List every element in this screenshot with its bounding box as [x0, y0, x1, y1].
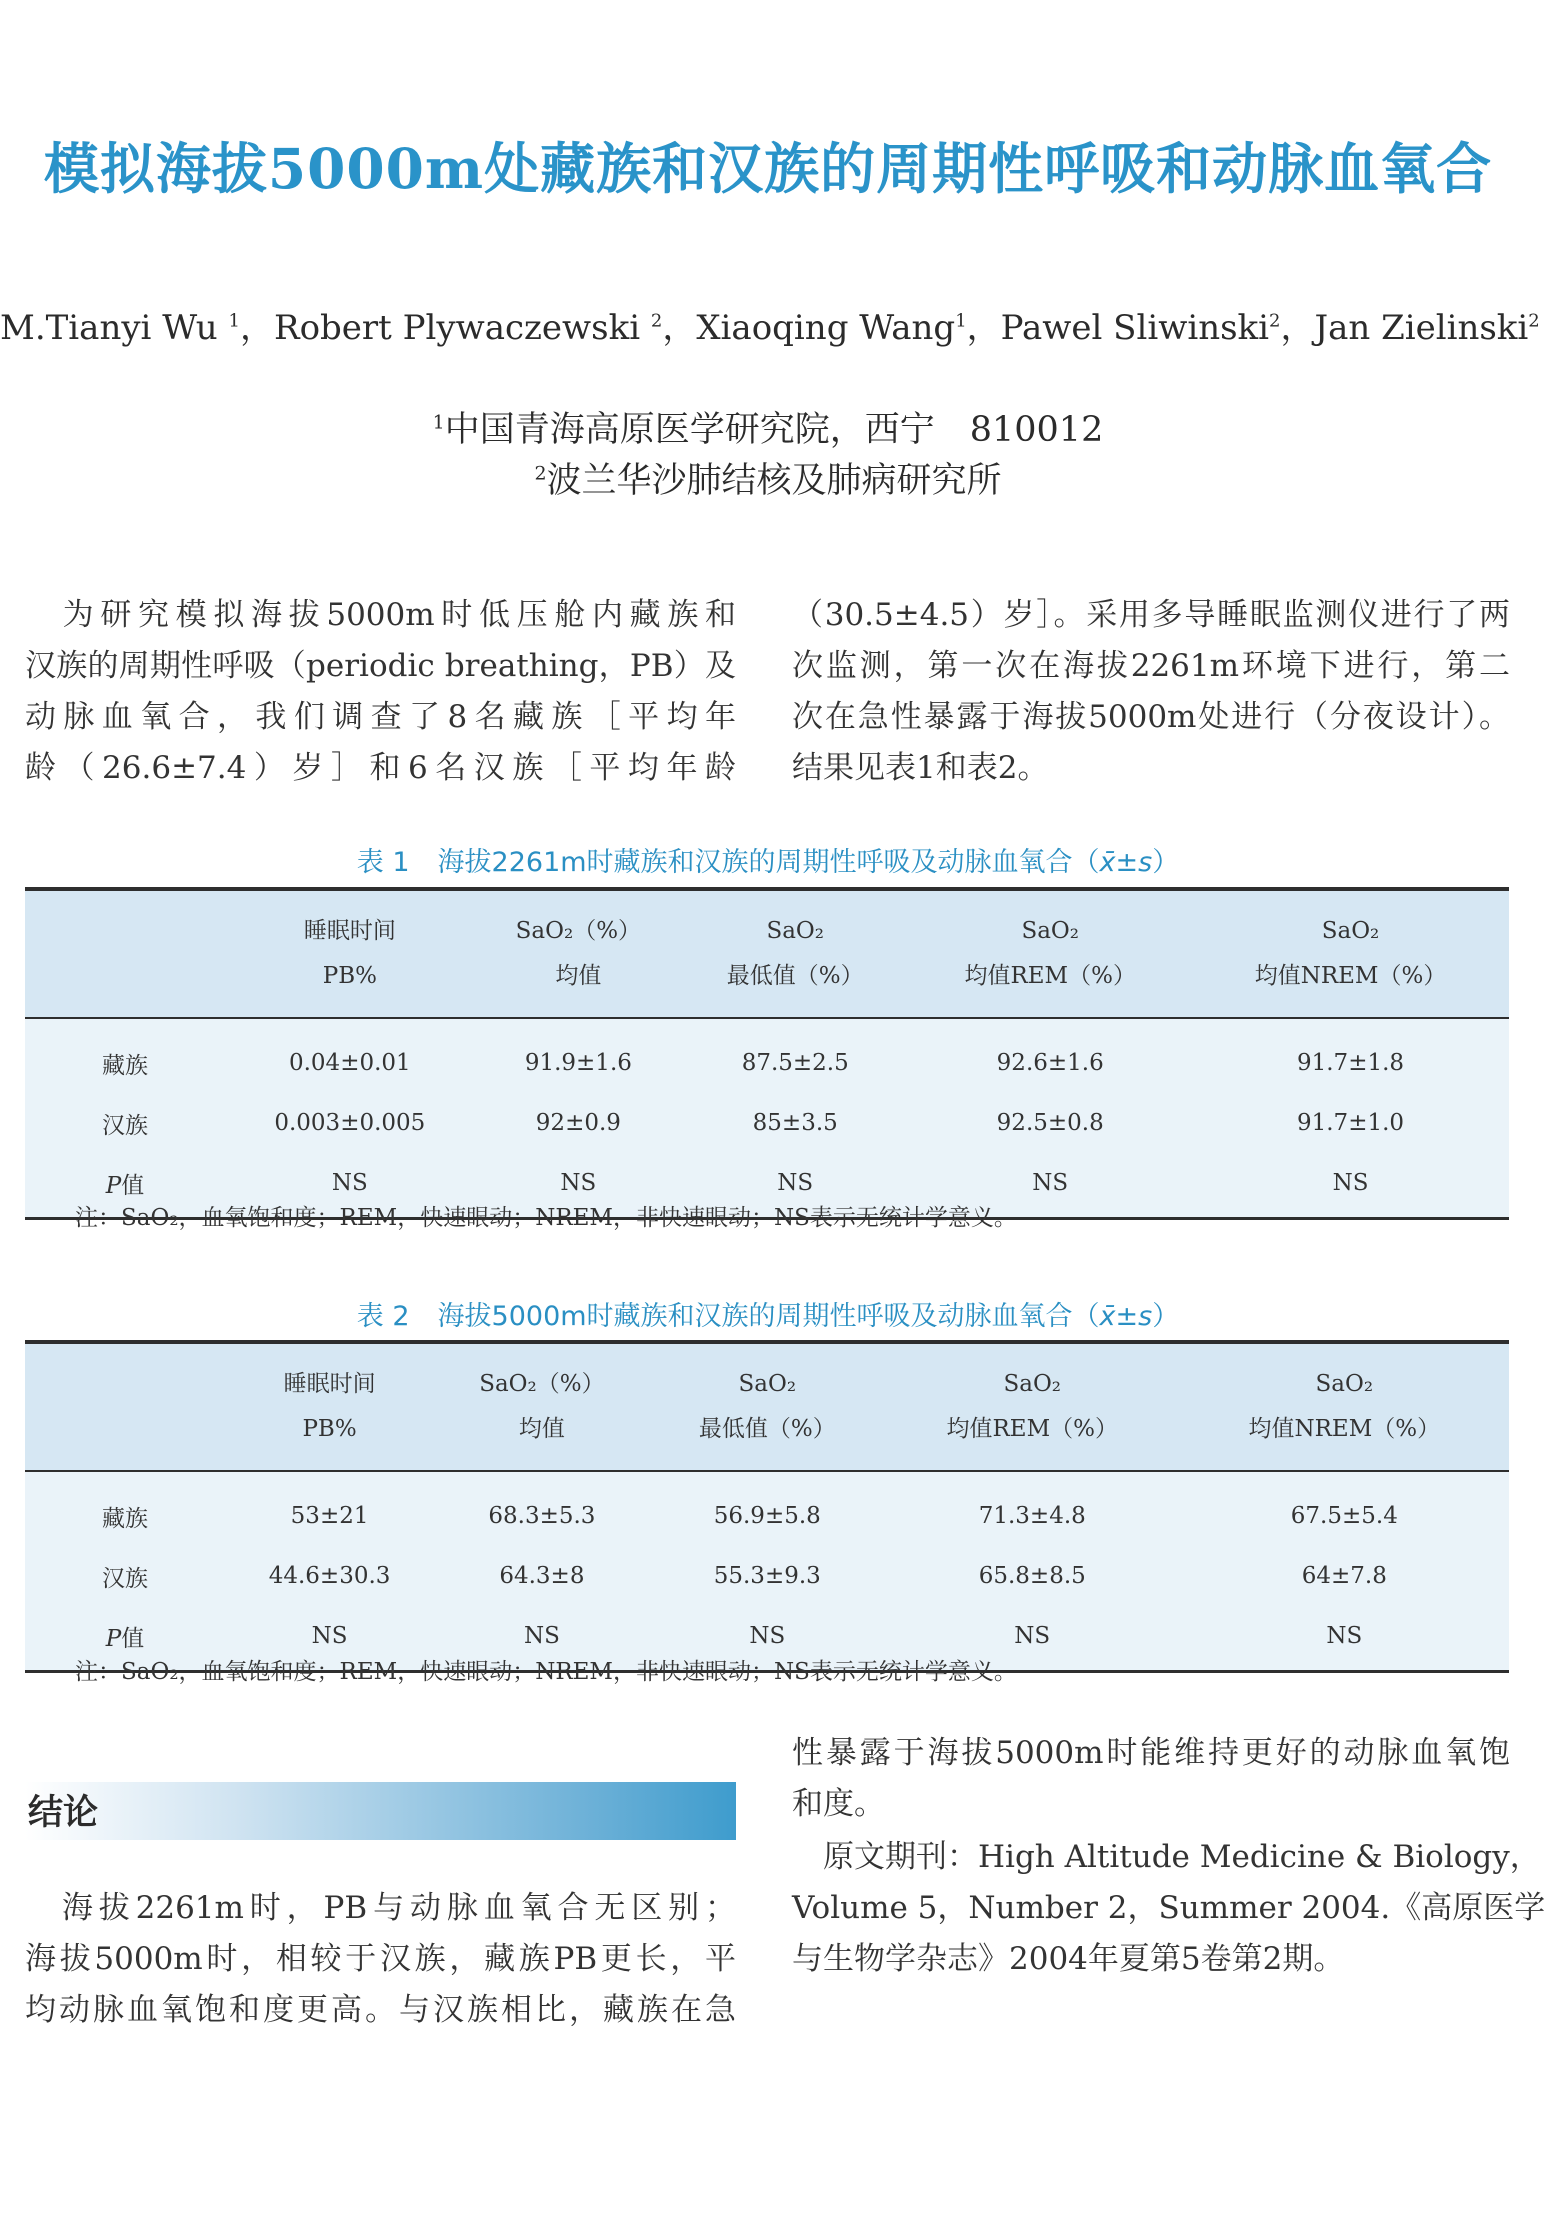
table1-cell: 0.003±0.005 — [274, 1110, 426, 1136]
author-name: Xiaoqing Wang — [696, 308, 956, 348]
table2-header-cell — [650, 1342, 885, 1471]
table2-header-line1: SaO₂（%） — [479, 1371, 605, 1397]
table1-header-cell — [682, 889, 908, 1018]
table1-cell: NS — [682, 1153, 908, 1219]
table2-header-line2: 均值 — [518, 1416, 565, 1442]
author-separator: ， — [239, 308, 274, 348]
table1-cell: NS — [225, 1153, 475, 1219]
author-separator: ， — [662, 308, 697, 348]
table2-header-line1: SaO₂ — [1315, 1371, 1374, 1397]
table1-caption-number: 表 1 — [356, 847, 410, 878]
table2-header-line2: PB% — [302, 1416, 357, 1442]
intro-right-line: 次监测，第一次在海拔2261m环境下进行，第二 — [792, 648, 1510, 684]
table1-cell: 85±3.5 — [752, 1110, 838, 1136]
table1-header-row — [25, 889, 1509, 1018]
table2-caption-number: 表 2 — [356, 1301, 410, 1332]
table2-header-line2: 均值REM（%） — [946, 1416, 1118, 1442]
table1-header-line1: SaO₂（%） — [515, 918, 642, 944]
author-affiliation-mark: 2 — [1528, 310, 1540, 332]
table1-cell: 91.9±1.6 — [524, 1050, 632, 1076]
table1-header-line2: PB% — [322, 963, 377, 989]
table1-caption-text: 海拔2261m时藏族和汉族的周期性呼吸及动脉血氧合（ — [437, 847, 1100, 878]
author-name: Robert Plywaczewski — [273, 308, 651, 348]
conclusion-right-line: 性暴露于海拔5000m时能维持更好的动脉血氧饱 — [792, 1735, 1510, 1771]
table2-cell: NS — [434, 1606, 650, 1672]
author-separator: ， — [966, 308, 1001, 348]
author-name: M.Tianyi Wu — [0, 308, 229, 348]
author-affiliation-mark: 1 — [228, 310, 240, 332]
affiliation-2-text: 波兰华沙肺结核及肺病研究所 — [546, 461, 1002, 501]
table2-row-label: P值 — [25, 1606, 225, 1672]
table1-row — [25, 1093, 1509, 1153]
table2-row — [25, 1546, 1509, 1606]
table2-cell: 64.3±8 — [499, 1563, 585, 1589]
table1-header-line2: 最低值（%） — [726, 963, 864, 989]
table2-caption-stat: x̄±s — [1099, 1301, 1153, 1332]
conclusion-left-line: 海拔5000m时，相较于汉族，藏族PB更长，平 — [25, 1941, 736, 1977]
conclusion-left-line: 均动脉血氧饱和度更高。与汉族相比，藏族在急 — [25, 1992, 736, 2028]
intro-left-line: 动脉血氧合，我们调查了8名藏族［平均年 — [25, 699, 736, 735]
table2-header-line2: 最低值（%） — [698, 1416, 836, 1442]
table1-cell: 92.6±1.6 — [996, 1050, 1104, 1076]
intro-left-line: 汉族的周期性呼吸（periodic breathing，PB）及 — [25, 648, 736, 684]
intro-right-line: 次在急性暴露于海拔5000m处进行（分夜设计）。 — [792, 699, 1510, 735]
intro-paragraph-left — [25, 590, 736, 794]
table1-cell: 91.7±1.0 — [1296, 1110, 1405, 1136]
table1-cell: 87.5±2.5 — [741, 1050, 849, 1076]
intro-right-line: （30.5±4.5）岁］。采用多导睡眠监测仪进行了两 — [792, 597, 1510, 633]
table2-header-cell — [25, 1342, 225, 1471]
author-affiliation-mark: 2 — [650, 310, 663, 332]
conclusion-right-line: 和度。 — [792, 1786, 885, 1822]
table1-cell: NS — [1192, 1153, 1509, 1219]
affiliation-1-mark: 1 — [432, 411, 445, 434]
source-line: 与生物学杂志》2004年夏第5卷第2期。 — [792, 1941, 1345, 1977]
table1-header-line1: SaO₂ — [1021, 918, 1079, 944]
table1-header-line1: 睡眠时间 — [303, 918, 396, 944]
affiliation-2 — [0, 453, 1536, 503]
table1-cell: 92.5±0.8 — [996, 1110, 1104, 1136]
table2-cell: NS — [885, 1606, 1180, 1672]
affiliation-1 — [0, 402, 1536, 452]
table1-header-line1: SaO₂ — [1321, 918, 1380, 944]
author-separator: ， — [1280, 308, 1315, 348]
table2-cell: 68.3±5.3 — [488, 1503, 596, 1529]
intro-left-line: 为研究模拟海拔5000m时低压舱内藏族和 — [25, 597, 736, 633]
table2-cell: 64±7.8 — [1301, 1563, 1387, 1589]
source-journal — [792, 1832, 1545, 1985]
table2-caption — [0, 1294, 1536, 1333]
table2-header-cell — [225, 1342, 434, 1471]
table2-row — [25, 1471, 1509, 1546]
conclusion-heading-bar — [25, 1782, 736, 1840]
table2-caption-close: ） — [1152, 1301, 1180, 1332]
table2-cell: 55.3±9.3 — [713, 1563, 821, 1589]
table1-caption-close: ） — [1152, 847, 1180, 878]
table1-header-cell — [908, 889, 1192, 1018]
table1-row-label: P值 — [25, 1153, 225, 1219]
table2-caption-text: 海拔5000m时藏族和汉族的周期性呼吸及动脉血氧合（ — [437, 1301, 1100, 1332]
intro-left-line: 龄（26.6±7.4）岁］和6名汉族［平均年龄 — [25, 750, 736, 786]
author-affiliation-mark: 2 — [1269, 310, 1281, 332]
author-affiliation-mark: 1 — [955, 310, 967, 332]
table1 — [25, 887, 1509, 1220]
article-title: 模拟海拔5000m处藏族和汉族的周期性呼吸和动脉血氧合 — [43, 136, 1493, 201]
table1-row-label: 藏族 — [102, 1052, 148, 1079]
affiliation-1-text: 中国青海高原医学研究院，西宁 810012 — [444, 410, 1104, 450]
affiliation-2-mark: 2 — [534, 462, 547, 485]
table1-header-line2: 均值REM（%） — [964, 963, 1136, 989]
table1-header-cell — [1192, 889, 1509, 1018]
table1-cell: 91.7±1.8 — [1296, 1050, 1405, 1076]
table2-cell: 53±21 — [290, 1503, 369, 1529]
table1-cell: 0.04±0.01 — [288, 1050, 411, 1076]
table1-note: 注：SaO₂，血氧饱和度；REM，快速眼动；NREM，非快速眼动；NS表示无统计学意义。 — [75, 1205, 1017, 1231]
table2-header-line1: 睡眠时间 — [283, 1371, 376, 1397]
author-name: Pawel Sliwinski — [1000, 308, 1270, 348]
table2-header-line1: SaO₂ — [738, 1371, 797, 1397]
conclusion-paragraph-left — [25, 1883, 736, 2036]
table2-cell: 56.9±5.8 — [713, 1503, 821, 1529]
table2-note: 注：SaO₂，血氧饱和度；REM，快速眼动；NREM，非快速眼动；NS表示无统计学意义。 — [75, 1659, 1017, 1685]
table1-row — [25, 1018, 1509, 1093]
author-list — [0, 300, 1540, 349]
source-line: 原文期刊：High Altitude Medicine & Biology， — [792, 1839, 1541, 1875]
table1-cell: NS — [475, 1153, 682, 1219]
table2-header-cell — [1180, 1342, 1509, 1471]
table2-header-cell — [434, 1342, 650, 1471]
source-line: Volume 5，Number 2，Summer 2004.《高原医学 — [792, 1890, 1545, 1926]
table2-cell: 65.8±8.5 — [978, 1563, 1086, 1589]
table2-header-line2: 均值NREM（%） — [1248, 1416, 1441, 1442]
table2-header-line1: SaO₂ — [1003, 1371, 1062, 1397]
table1-header-cell — [25, 889, 225, 1018]
table1-cell: 92±0.9 — [535, 1110, 621, 1136]
conclusion-paragraph-right — [792, 1728, 1510, 1830]
table2-header-cell — [885, 1342, 1180, 1471]
table2-cell: 67.5±5.4 — [1290, 1503, 1398, 1529]
conclusion-left-line: 海拔2261m时，PB与动脉血氧合无区别； — [25, 1890, 736, 1926]
table1-row-label: 汉族 — [102, 1112, 148, 1139]
intro-paragraph-right — [792, 590, 1510, 794]
table1-header-line2: 均值NREM（%） — [1254, 963, 1447, 989]
table1-caption — [0, 840, 1536, 879]
table2-cell: NS — [650, 1606, 885, 1672]
table2-row-label: 藏族 — [102, 1505, 148, 1532]
table1-cell: NS — [908, 1153, 1192, 1219]
table2-cell: 44.6±30.3 — [268, 1563, 391, 1589]
table1-header-line1: SaO₂ — [766, 918, 824, 944]
table2-cell: NS — [225, 1606, 434, 1672]
table2 — [25, 1340, 1509, 1673]
table2-row-label: 汉族 — [102, 1565, 148, 1592]
author-name: Jan Zielinski — [1314, 308, 1529, 348]
table1-header-cell — [225, 889, 475, 1018]
table1-caption-stat: x̄±s — [1099, 847, 1153, 878]
conclusion-heading: 结论 — [28, 1793, 99, 1833]
intro-right-line: 结果见表1和表2。 — [792, 750, 1049, 786]
table1-header-line2: 均值 — [555, 963, 602, 989]
table1-header-cell — [475, 889, 682, 1018]
table2-cell: 71.3±4.8 — [978, 1503, 1086, 1529]
table2-cell: NS — [1180, 1606, 1509, 1672]
table2-header-row — [25, 1342, 1509, 1471]
